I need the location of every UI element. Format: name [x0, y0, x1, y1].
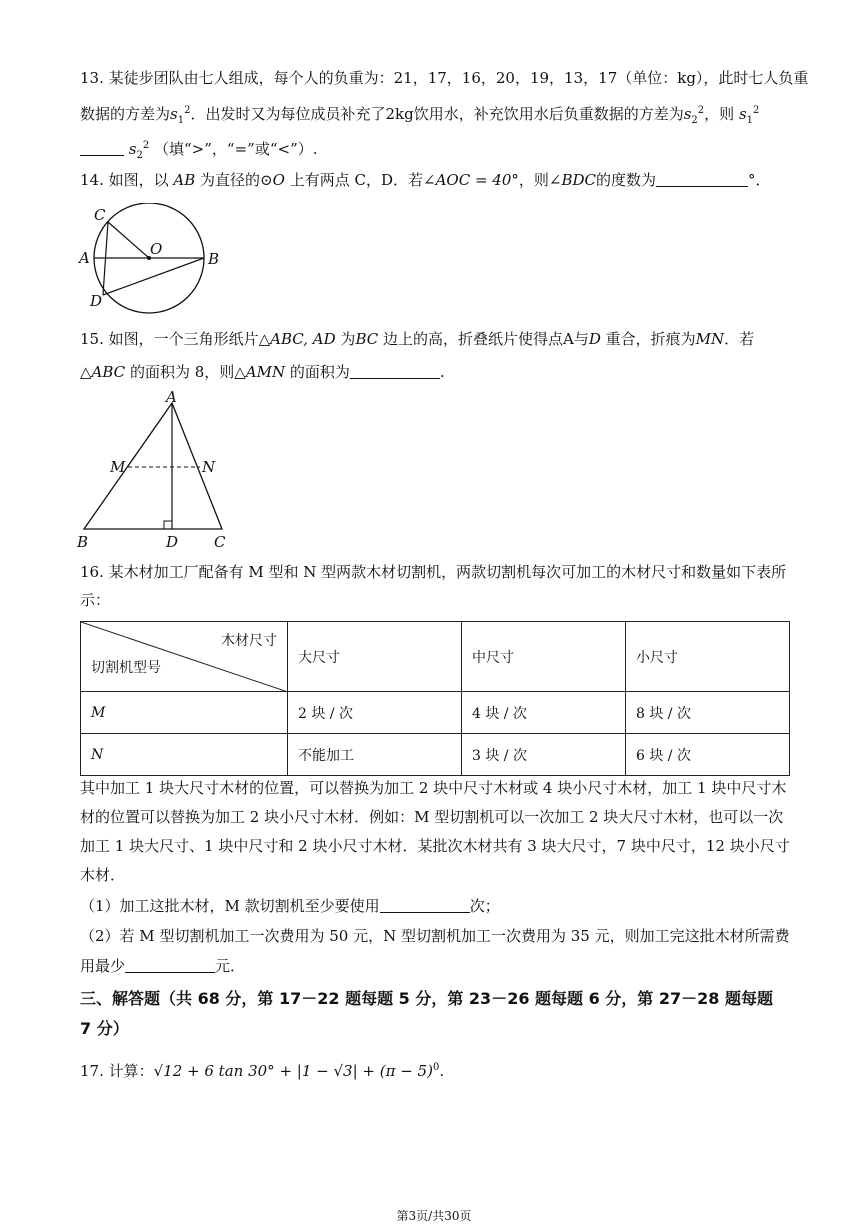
table-row	[81, 734, 790, 776]
right-angle-mark	[164, 521, 172, 529]
label-m: M	[110, 458, 126, 476]
q14-answer-blank[interactable]	[656, 170, 748, 187]
q16-sub1-blank[interactable]	[380, 896, 470, 913]
q15-line2: △ABC 的面积为 8，则△AMN 的面积为 .	[80, 363, 445, 381]
q15-answer-blank[interactable]	[350, 362, 440, 379]
q16-sub2-blank[interactable]	[125, 956, 215, 973]
q16-intro-line1: 16. 某木材加工厂配备有 M 型和 N 型两款木材切割机，两款切割机每次可加工的木材尺寸和数量如下表所	[80, 563, 787, 581]
q13-line1: 13. 某徒步团队由七人组成，每个人的负重为：21，17，16，20，19，13，17（单位：kg），此时七人负重	[80, 69, 809, 87]
label-a: A	[166, 389, 177, 406]
section-3-heading: 三、解答题（共 68 分，第 17－22 题每题 5 分，第 23－26 题每题 6 分，第 27－28 题每题 7 分）	[80, 989, 773, 1038]
table-cell: 4 块 / 次	[462, 692, 626, 734]
q16-sub2-line1: （2）若 M 型切割机加工一次费用为 50 元，N 型切割机加工一次费用为 35 元，则加工完这批木材所需费	[80, 927, 790, 945]
q17-question: 17. 计算：√12 + 6 $\tan 30^\circ + |1 - √3| + (\pi - 5)^0$.	[80, 1062, 445, 1080]
label-d: D	[90, 292, 103, 310]
q16-para-line3: 加工 1 块大尺寸、1 块中尺寸和 2 块小尺寸木材．某批次木材共有 3 块大尺寸，7 块中尺寸，12 块小尺寸	[80, 837, 790, 855]
table-cell: 2 块 / 次	[288, 692, 462, 734]
table-cell: 不能加工	[288, 734, 462, 776]
q14-circle-diagram	[74, 203, 234, 315]
segment-db	[103, 258, 204, 295]
q13-answer-blank[interactable]	[80, 139, 124, 156]
table-header: 大尺寸	[288, 622, 462, 692]
cutting-table	[80, 621, 790, 776]
table-header: 中尺寸	[462, 622, 626, 692]
table-corner-cell	[81, 622, 288, 692]
q16-sub2-line2: 用最少 元．	[80, 957, 246, 975]
label-n: N	[202, 458, 216, 476]
q14-question: 14. 如图，以 AB 为直径的⊙O 上有两点 C，D．若∠AOC = 40°，则∠BDC的度数为 °．	[80, 171, 771, 189]
table-header-row	[81, 622, 790, 692]
table-cell: 8 块 / 次	[626, 692, 790, 734]
q16-sub1: （1）加工这批木材，M 款切割机至少要使用 次；	[80, 897, 500, 915]
row-label-m: M	[81, 692, 288, 734]
segment-co	[108, 222, 149, 258]
label-a: A	[79, 249, 90, 267]
label-d: D	[166, 533, 179, 551]
label-b: B	[208, 250, 220, 268]
page-footer: 第3页/共30页	[396, 1209, 472, 1223]
row-label-n: N	[81, 734, 288, 776]
q16-para-line2: 材的位置可以替换为加工 2 块小尺寸木材．例如：M 型切割机可以一次加工 2 块大尺寸木材，也可以一次	[80, 808, 784, 826]
label-o: O	[150, 240, 163, 258]
table-row	[81, 692, 790, 734]
q16-intro-line2: 示：	[80, 591, 111, 609]
table-cell: 6 块 / 次	[626, 734, 790, 776]
corner-label-size: 木材尺寸	[221, 633, 277, 649]
q13-line3: $s_2^2$ （填“>”，“=”或“<”）.	[80, 136, 318, 166]
label-c: C	[94, 206, 106, 224]
label-b: B	[77, 533, 89, 551]
label-c: C	[214, 533, 226, 551]
q16-para-line4: 木材．	[80, 866, 126, 884]
table-header: 小尺寸	[626, 622, 790, 692]
q16-para-line1: 其中加工 1 块大尺寸木材的位置，可以替换为加工 2 块中尺寸木材或 4 块小尺寸木材，加工 1 块中尺寸木	[80, 779, 787, 797]
q13-line2: 数据的方差为$s_1^2$．出发时又为每位成员补充了2kg饮用水，补充饮用水后负重数据的方差为$s_2^2$，则 $s_1^2$	[80, 105, 760, 126]
q15-triangle-diagram	[74, 389, 244, 551]
corner-label-model: 切割机型号	[91, 660, 161, 676]
q15-line1: 15. 如图，一个三角形纸片△ABC, AD 为BC 边上的高，折叠纸片使得点A与D 重合，折痕为MN．若	[80, 330, 755, 348]
table-cell: 3 块 / 次	[462, 734, 626, 776]
